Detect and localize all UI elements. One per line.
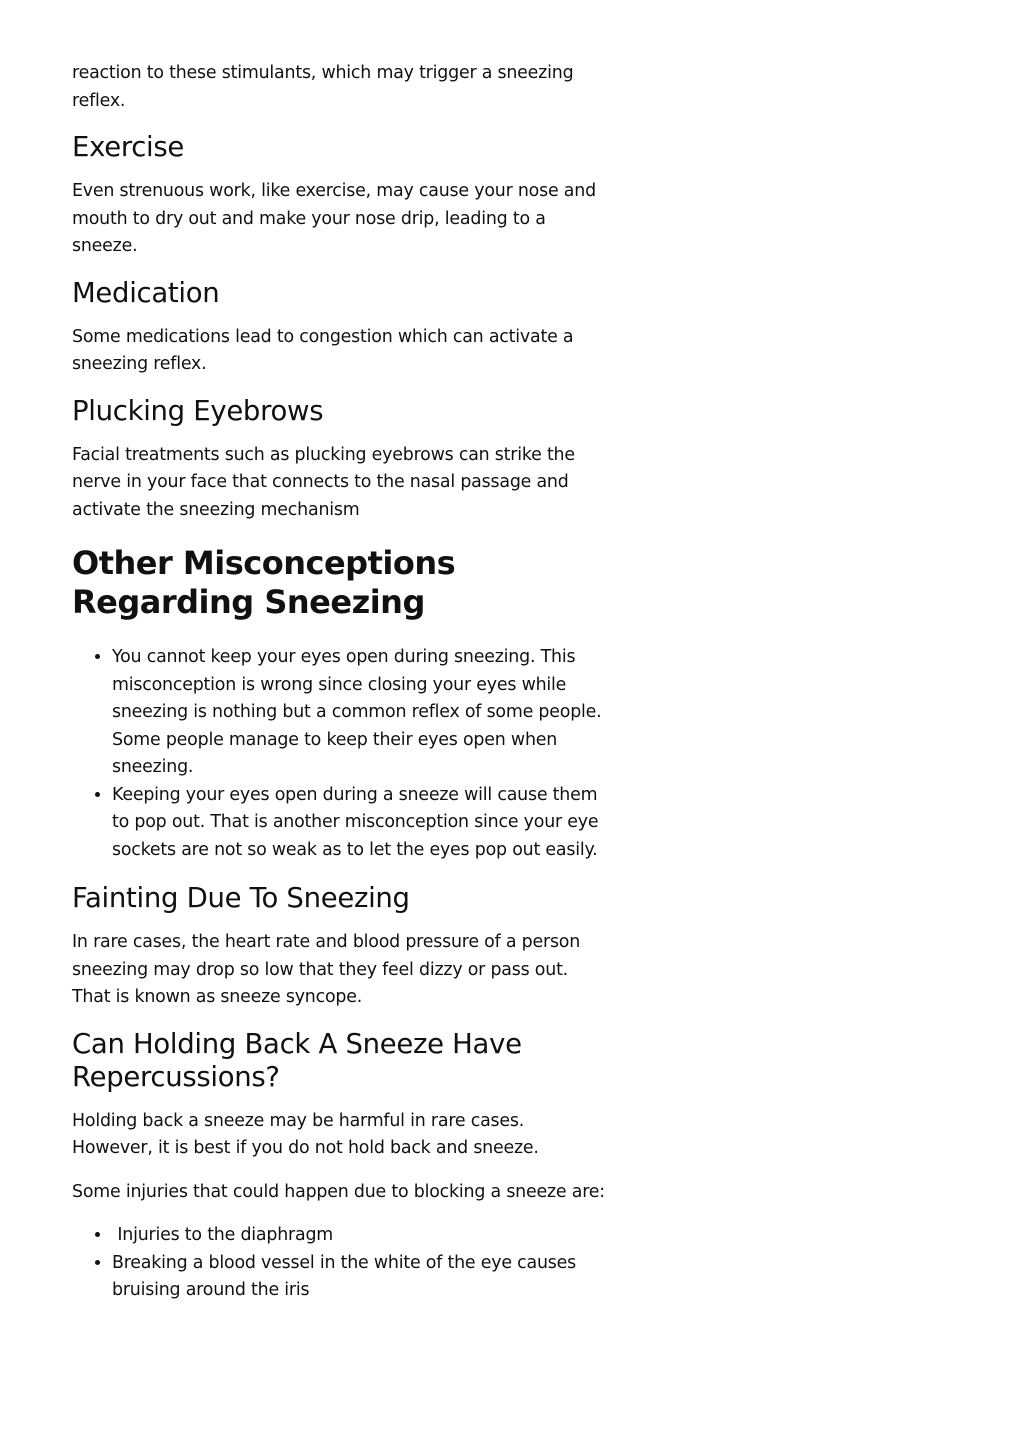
heading-plucking-eyebrows: Plucking Eyebrows [72,394,324,427]
list-item: • Breaking a blood vessel in the white of the eye causes bruising around the iris [112,1250,607,1305]
paragraph-medication: Some medications lead to congestion which can activate a sneezing reflex. [72,326,574,374]
article-body [72,60,607,1323]
heading-fainting: Fainting Due To Sneezing [72,882,410,914]
heading-holding-back: Can Holding Back A Sneeze Have Repercussions? [72,1027,522,1093]
injuries-list [72,1222,607,1305]
list-item: • You cannot keep your eyes open during sneezing. This misconception is wrong since closing your eyes while sneezing is nothing but a common reflex of some people. Some people manage to keep their eyes open when sneezing. [112,644,607,782]
paragraph-exercise: Even strenuous work, like exercise, may cause your nose and mouth to dry out and make your nose drip, leading to a sneeze. [72,181,596,256]
paragraph-holding-back-2: Some injuries that could happen due to blocking a sneeze are: [72,1181,605,1202]
heading-other-misconceptions: Other Misconceptions Regarding Sneezing [72,544,456,621]
heading-medication: Medication [72,276,220,309]
paragraph-holding-back-1: Holding back a sneeze may be harmful in rare cases. However, it is best if you do not hold back and sneeze. [72,1110,539,1158]
intro-paragraph-tail: reaction to these stimulants, which may trigger a sneezing reflex. [72,63,574,111]
paragraph-fainting: In rare cases, the heart rate and blood pressure of a person sneezing may drop so low that they feel dizzy or pass out. That is known as sneeze syncope. [72,932,581,1007]
heading-exercise: Exercise [72,131,185,163]
misconceptions-list [72,644,607,864]
paragraph-plucking-eyebrows: Facial treatments such as plucking eyebrows can strike the nerve in your face that connects to the nasal passage and activate the sneezing mechanism [72,444,575,520]
list-item: • Injuries to the diaphragm [112,1222,607,1250]
list-item: • Keeping your eyes open during a sneeze will cause them to pop out. That is another misconception since your eye sockets are not so weak as to let the eyes pop out easily. [112,782,607,865]
